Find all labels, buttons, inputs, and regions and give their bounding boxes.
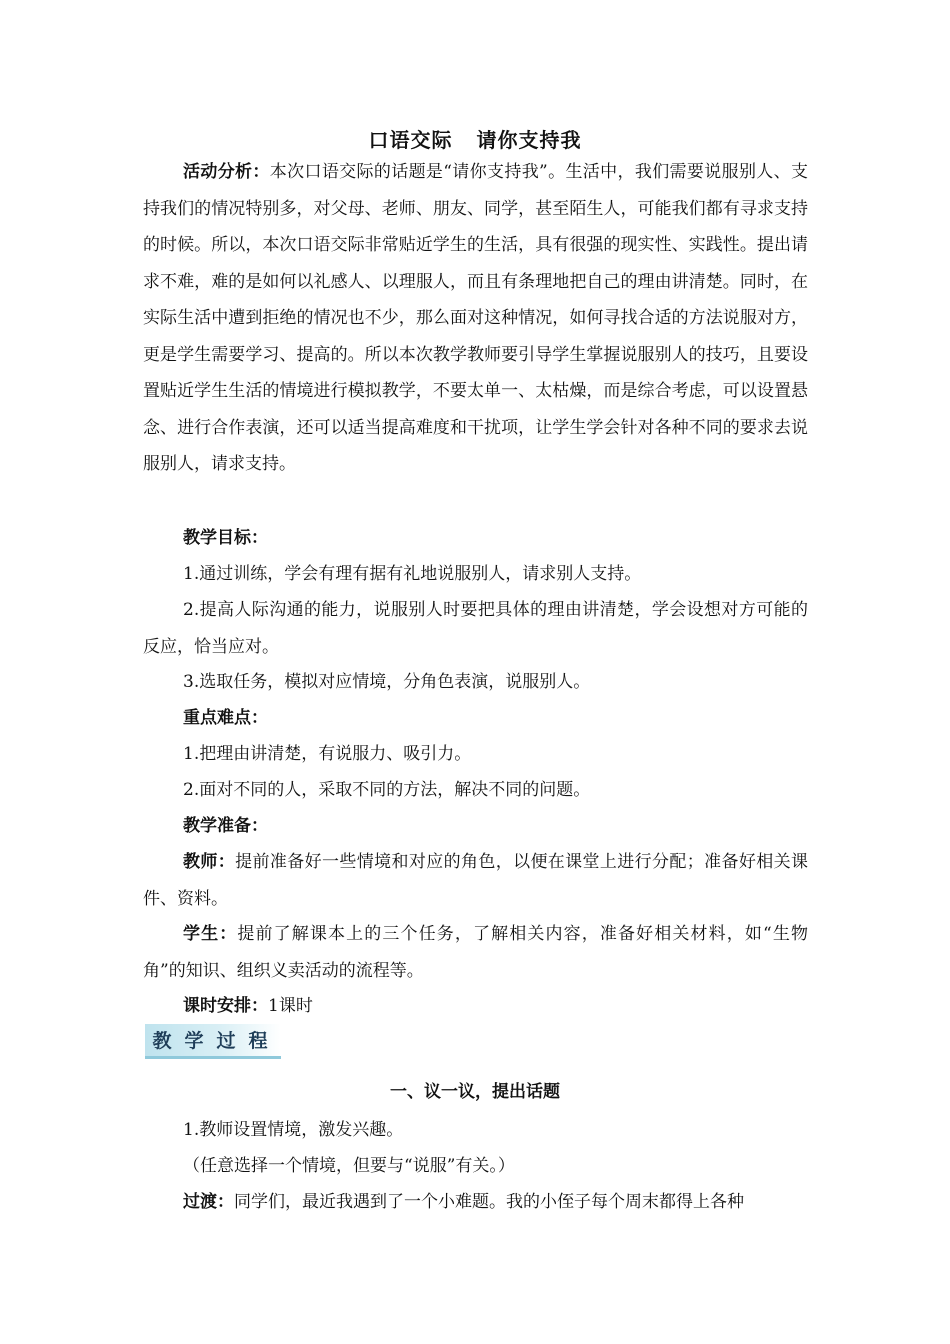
section-item-1: 1.教师设置情境，激发兴趣。 [183, 1120, 404, 1140]
teacher-prep-text: 提前准备好一些情境和对应的角色，以便在课堂上进行分配；准备好相关课件、资料。 [143, 852, 809, 909]
key-points-heading: 重点难点： [183, 708, 268, 728]
banner-char-3: 过 [216, 1029, 236, 1052]
teacher-prep-label: 教师： [183, 852, 236, 872]
activity-analysis-paragraph [143, 154, 808, 483]
activity-analysis-label: 活动分析： [183, 162, 270, 182]
student-prep-text: 提前了解课本上的三个任务，了解相关内容，准备好相关材料，如“生物角”的知识、组织义卖活动的流程等。 [143, 924, 808, 981]
page-title [0, 124, 950, 153]
goal-item-3: 3.选取任务，模拟对应情境，分角色表演，说服别人。 [183, 672, 591, 692]
goal-item-1: 1.通过训练，学会有理有据有礼地说服别人，请求别人支持。 [183, 564, 642, 584]
key-point-item-1: 1.把理由讲清楚，有说服力、吸引力。 [183, 744, 472, 764]
transition-text: 同学们，最近我遇到了一个小难题。我的小侄子每个周末都得上各种 [234, 1192, 744, 1212]
schedule-line [183, 988, 808, 1024]
banner-char-1: 教 [152, 1029, 172, 1052]
title-part2: 请你支持我 [476, 128, 582, 152]
schedule-label: 课时安排： [183, 996, 268, 1016]
teaching-prep-heading: 教学准备： [183, 816, 268, 836]
section-heading: 一、议一议，提出话题 [390, 1082, 560, 1102]
student-prep-paragraph [143, 916, 808, 989]
activity-analysis-text: 本次口语交际的话题是“请你支持我”。生活中，我们需要说服别人、支持我们的情况特别多，对父母、老师、朋友、同学，甚至陌生人，可能我们都有寻求支持的时候。所以，本次口语交际非常贴近学生的生活，具有很强的现实性、实践性。提出请求不难，难的是如何以礼感人、以理服人，而且有条理地把自己的理由讲清楚。同时，在实际生活中遭到拒绝的情况也不少，那么面对这种情况，如何寻找合适的方法说服对方，更是学生需要学习、提高的。所以本次教学教师要引导学生掌握说服别人的技巧，且要设置贴近学生生活的情境进行模拟教学，不要太单一、太枯燥，而是综合考虑，可以设置悬念、进行合作表演，还可以适当提高难度和干扰项，让学生学会针对各种不同的要求去说服别人，请求支持。 [143, 162, 809, 474]
schedule-value: 1课时 [268, 996, 313, 1016]
teaching-process-banner [145, 1024, 285, 1060]
banner-char-2: 学 [184, 1029, 204, 1052]
title-part1: 口语交际 [368, 128, 453, 152]
goal-item-2: 2.提高人际沟通的能力，说服别人时要把具体的理由讲清楚，学会设想对方可能的反应，恰当应对。 [143, 600, 808, 657]
teacher-prep-paragraph [143, 844, 808, 917]
transition-line [183, 1184, 808, 1220]
transition-label: 过渡： [183, 1192, 234, 1212]
section-note: （任意选择一个情境，但要与“说服”有关。） [183, 1156, 515, 1176]
banner-char-4: 程 [248, 1029, 268, 1052]
teaching-goals-heading: 教学目标： [183, 528, 268, 548]
student-prep-label: 学生： [183, 924, 238, 944]
key-point-item-2: 2.面对不同的人，采取不同的方法，解决不同的问题。 [183, 780, 591, 800]
